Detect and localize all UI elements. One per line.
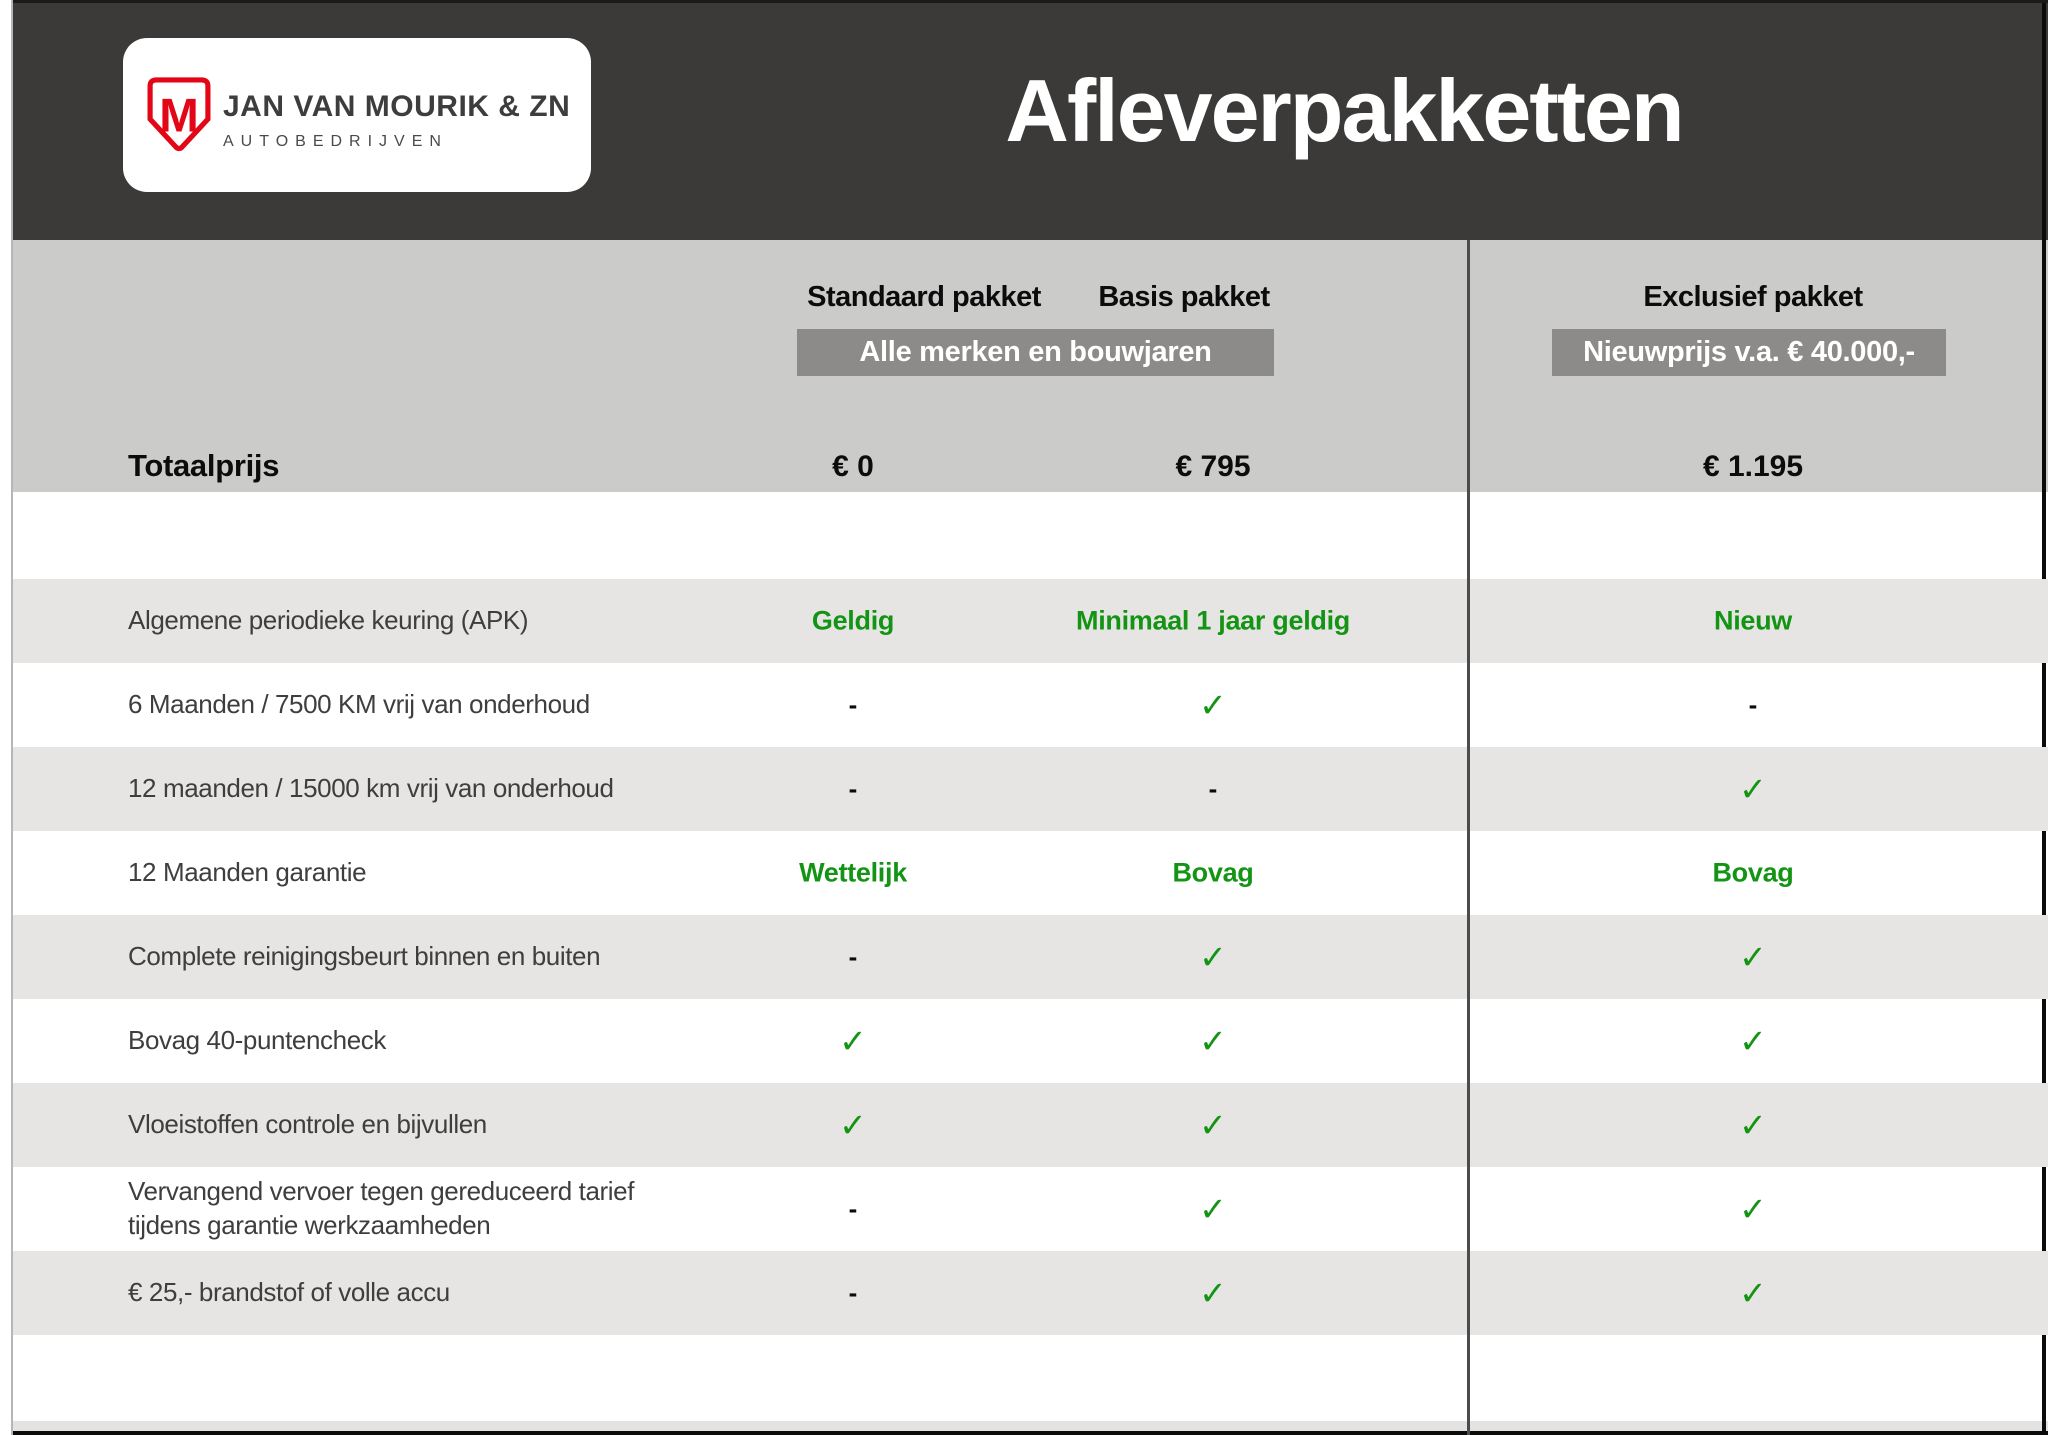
dash-icon: - — [848, 941, 858, 972]
total-price-exclusief: € 1.195 — [1702, 450, 1804, 483]
row-label: Vloeistoffen controle en bijvullen — [128, 1109, 487, 1140]
cell-value: Bovag — [1712, 857, 1794, 888]
column-header-standaard: Standaard pakket — [807, 281, 1041, 313]
table-row-puntencheck — [13, 999, 2048, 1083]
exclusief-column-divider — [1467, 240, 1470, 1435]
table-row-vloeistoffen — [13, 1083, 2048, 1167]
dash-icon: - — [1208, 773, 1218, 804]
total-price-basis: € 795 — [1175, 450, 1251, 483]
brand-subtitle: AUTOBEDRIJVEN — [223, 133, 448, 150]
check-icon: ✓ — [1739, 1274, 1767, 1312]
check-icon: ✓ — [1739, 770, 1767, 808]
total-price-label: Totaalprijs — [128, 448, 280, 483]
cell-value: Nieuw — [1713, 605, 1793, 636]
badge-new-price: Nieuwprijs v.a. € 40.000,- — [1552, 329, 1946, 376]
cell-value: Minimaal 1 jaar geldig — [1076, 605, 1350, 636]
dash-icon: - — [848, 773, 858, 804]
table-row-vervangend-vervoer — [13, 1167, 2048, 1251]
brand-name: JAN VAN MOURIK & ZN — [223, 90, 571, 123]
check-icon: ✓ — [1199, 1190, 1227, 1228]
brand-text-block — [223, 90, 570, 151]
page-title: Afleverpakketten — [1005, 61, 1683, 160]
row-label: Algemene periodieke keuring (APK) — [128, 605, 529, 636]
check-icon: ✓ — [1739, 1190, 1767, 1228]
dash-icon: - — [848, 1277, 858, 1308]
check-icon: ✓ — [1739, 1106, 1767, 1144]
top-edge-line — [13, 0, 2048, 3]
row-label: 12 Maanden garantie — [128, 857, 367, 888]
table-row-brandstof — [13, 1251, 2048, 1335]
bottom-edge-line — [13, 1431, 2048, 1435]
total-price-standaard: € 0 — [832, 450, 874, 483]
dash-icon: - — [848, 689, 858, 720]
cell-value: Bovag — [1172, 857, 1254, 888]
check-icon: ✓ — [839, 1022, 867, 1060]
row-label: Complete reinigingsbeurt binnen en buiten — [128, 941, 601, 972]
check-icon: ✓ — [839, 1106, 867, 1144]
cell-value: Wettelijk — [799, 857, 907, 888]
brand-monogram: M — [159, 89, 199, 143]
table-row-12maanden — [13, 747, 2048, 831]
row-label: 6 Maanden / 7500 KM vrij van onderhoud — [128, 689, 590, 720]
dash-icon: - — [1748, 689, 1758, 720]
check-icon: ✓ — [1199, 1106, 1227, 1144]
brand-shield-m-icon — [147, 76, 211, 154]
brand-logo-card — [123, 38, 591, 192]
column-header-basis: Basis pakket — [1098, 281, 1270, 313]
check-icon: ✓ — [1199, 938, 1227, 976]
badge-all-brands: Alle merken en bouwjaren — [797, 329, 1274, 376]
column-header-exclusief: Exclusief pakket — [1643, 281, 1863, 313]
row-label: Bovag 40-puntencheck — [128, 1025, 386, 1056]
row-label: 12 maanden / 15000 km vrij van onderhoud — [128, 773, 614, 804]
table-row-garantie — [13, 831, 2048, 915]
check-icon: ✓ — [1199, 1274, 1227, 1312]
table-row-6maanden — [13, 663, 2048, 747]
row-label: € 25,- brandstof of volle accu — [128, 1277, 450, 1308]
check-icon: ✓ — [1199, 686, 1227, 724]
cell-value: Geldig — [811, 605, 895, 636]
footer-strip — [13, 1421, 2048, 1431]
table-row-apk — [13, 579, 2048, 663]
check-icon: ✓ — [1739, 938, 1767, 976]
check-icon: ✓ — [1739, 1022, 1767, 1060]
dash-icon: - — [848, 1193, 858, 1224]
table-row-reiniging — [13, 915, 2048, 999]
check-icon: ✓ — [1199, 1022, 1227, 1060]
row-label: Vervangend vervoer tegen gereduceerd tarief tijdens garantie werkzaamheden — [128, 1176, 635, 1240]
